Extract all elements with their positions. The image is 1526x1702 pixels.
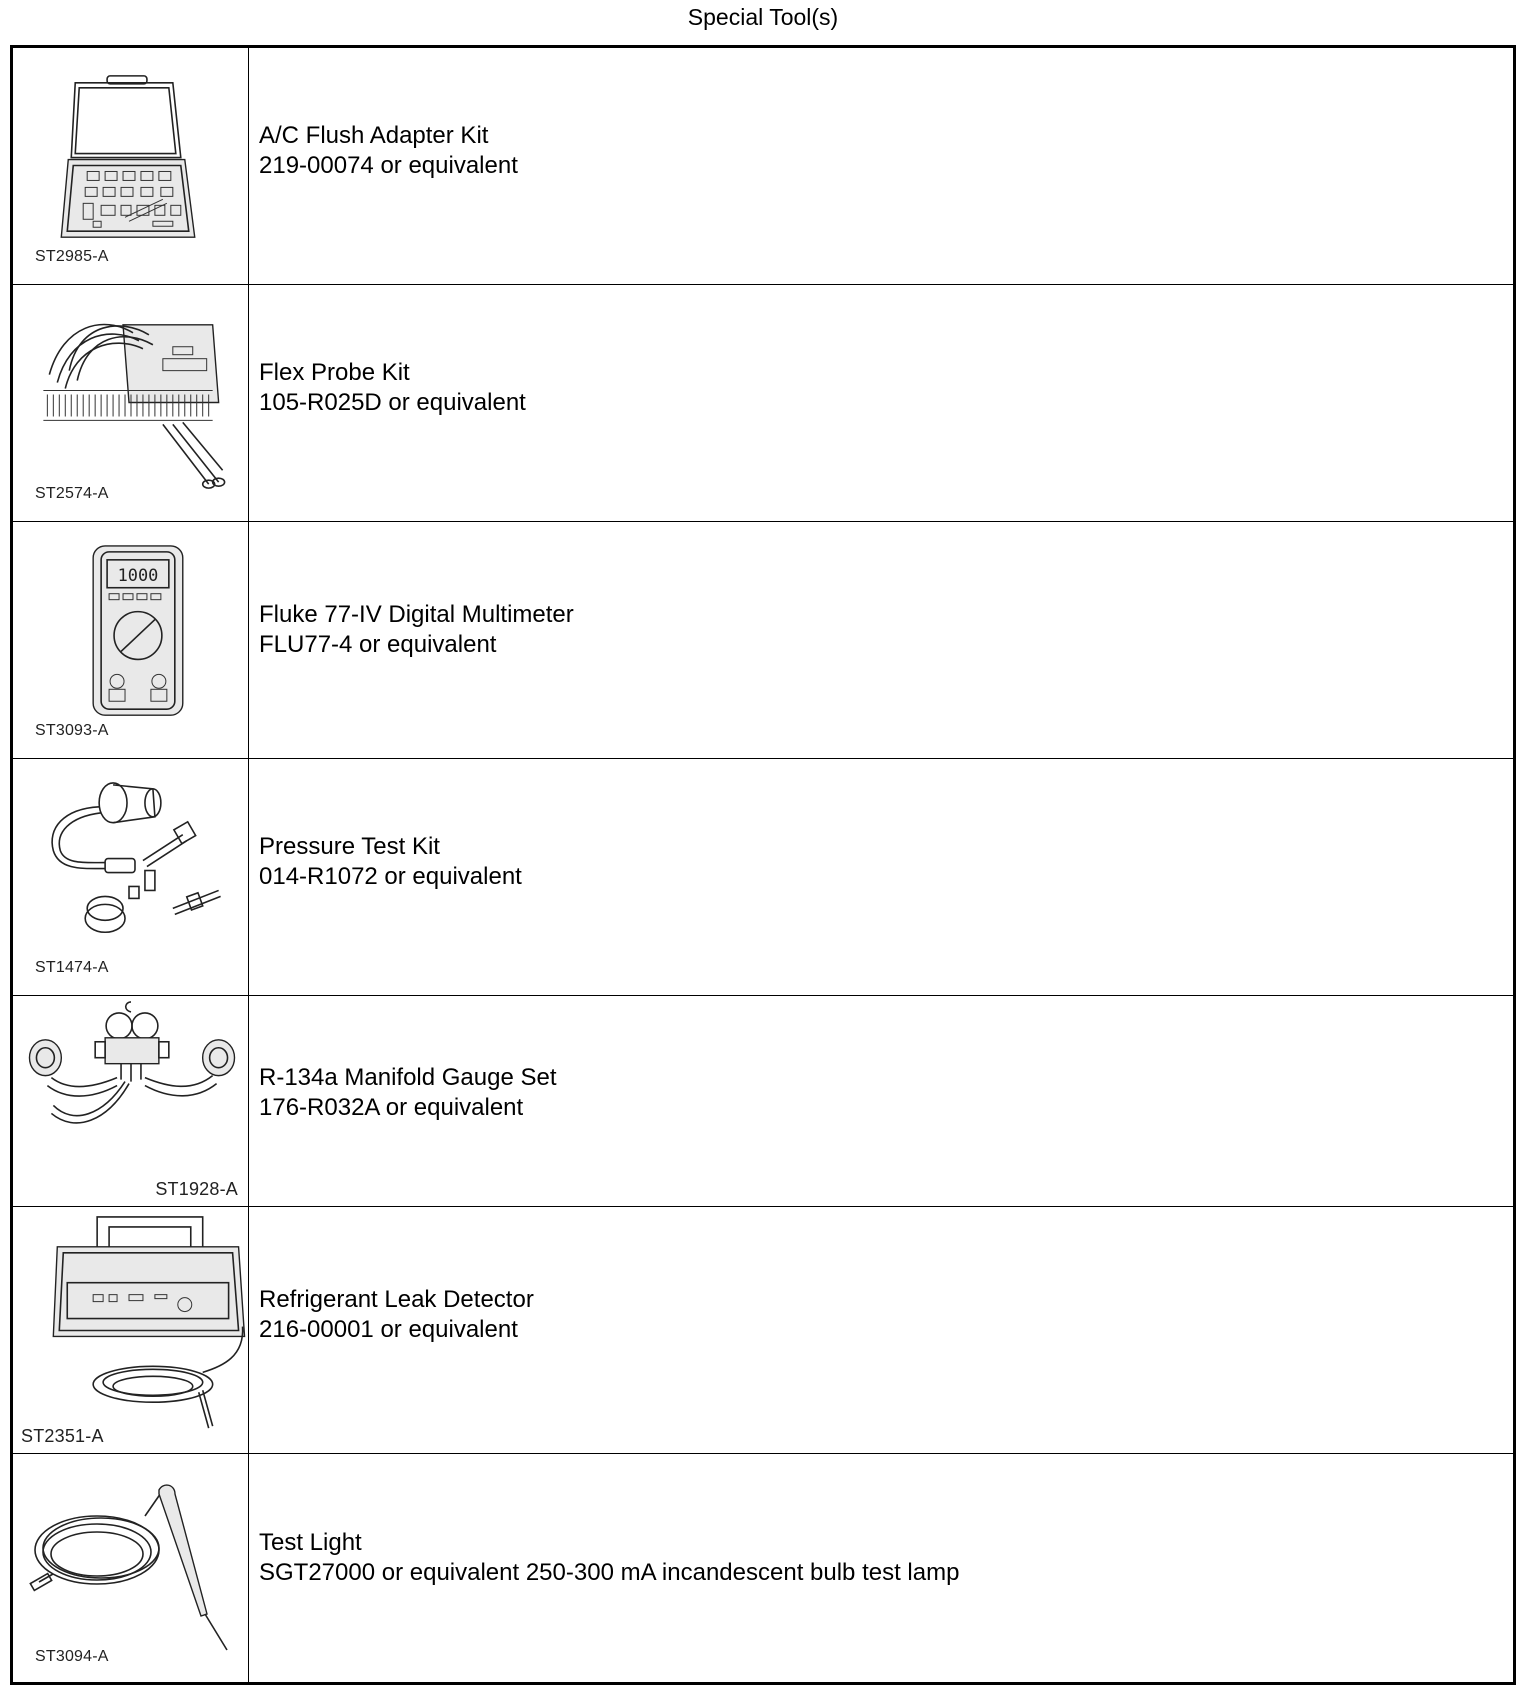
tool-part-number: SGT27000 or equivalent 250-300 mA incandescent bulb test lamp xyxy=(259,1559,960,1586)
tool-description xyxy=(259,996,1503,1206)
tool-row-flex-probe-kit xyxy=(13,285,1513,522)
tool-image-cell xyxy=(13,1207,249,1453)
manifold-gauge-set-icon xyxy=(13,996,249,1206)
tool-name: A/C Flush Adapter Kit xyxy=(259,122,489,149)
tool-image-cell xyxy=(13,759,249,995)
tool-row-refrigerant-leak-detector xyxy=(13,1207,1513,1454)
tool-row-test-light xyxy=(13,1454,1513,1682)
tool-name: Refrigerant Leak Detector xyxy=(259,1286,534,1313)
tool-name: R-134a Manifold Gauge Set xyxy=(259,1064,557,1091)
tool-name: Test Light xyxy=(259,1529,362,1556)
tool-part-number: 014-R1072 or equivalent xyxy=(259,863,522,890)
tool-description xyxy=(259,759,1503,995)
tool-description xyxy=(259,285,1503,521)
tool-part-number: 216-00001 or equivalent xyxy=(259,1316,518,1343)
tool-image-cell xyxy=(13,1454,249,1682)
tool-description xyxy=(259,1207,1503,1453)
tool-part-number: 219-00074 or equivalent xyxy=(259,152,518,179)
tool-name: Pressure Test Kit xyxy=(259,833,440,860)
special-tools-table xyxy=(10,45,1516,1685)
tool-image-code: ST3094-A xyxy=(35,1648,109,1665)
tool-image-code: ST1928-A xyxy=(155,1179,238,1199)
tool-image-cell xyxy=(13,48,249,284)
tool-row-digital-multimeter xyxy=(13,522,1513,759)
page-title: Special Tool(s) xyxy=(687,4,839,30)
tool-image-code: ST2574-A xyxy=(35,485,109,502)
multimeter-display-reading: 1000 xyxy=(117,564,159,585)
tool-part-number: 105-R025D or equivalent xyxy=(259,389,526,416)
tool-description xyxy=(259,48,1503,284)
tool-row-flush-adapter-kit xyxy=(13,48,1513,285)
tool-image-code: ST2985-A xyxy=(35,248,109,265)
tool-image-code: ST1474-A xyxy=(35,959,109,976)
tool-description xyxy=(259,1454,1503,1682)
tool-image-cell xyxy=(13,996,249,1206)
tool-part-number: FLU77-4 or equivalent xyxy=(259,631,497,658)
tool-image-code: ST2351-A xyxy=(21,1426,104,1446)
tool-name: Flex Probe Kit xyxy=(259,359,410,386)
tool-image-cell xyxy=(13,522,249,758)
tool-name: Fluke 77-IV Digital Multimeter xyxy=(259,601,574,628)
tool-row-pressure-test-kit xyxy=(13,759,1513,996)
tool-description xyxy=(259,522,1503,758)
tool-image-cell xyxy=(13,285,249,521)
leak-detector-icon xyxy=(13,1207,249,1453)
tool-part-number: 176-R032A or equivalent xyxy=(259,1094,524,1121)
tool-image-code: ST3093-A xyxy=(35,722,109,739)
tool-row-manifold-gauge-set xyxy=(13,996,1513,1207)
